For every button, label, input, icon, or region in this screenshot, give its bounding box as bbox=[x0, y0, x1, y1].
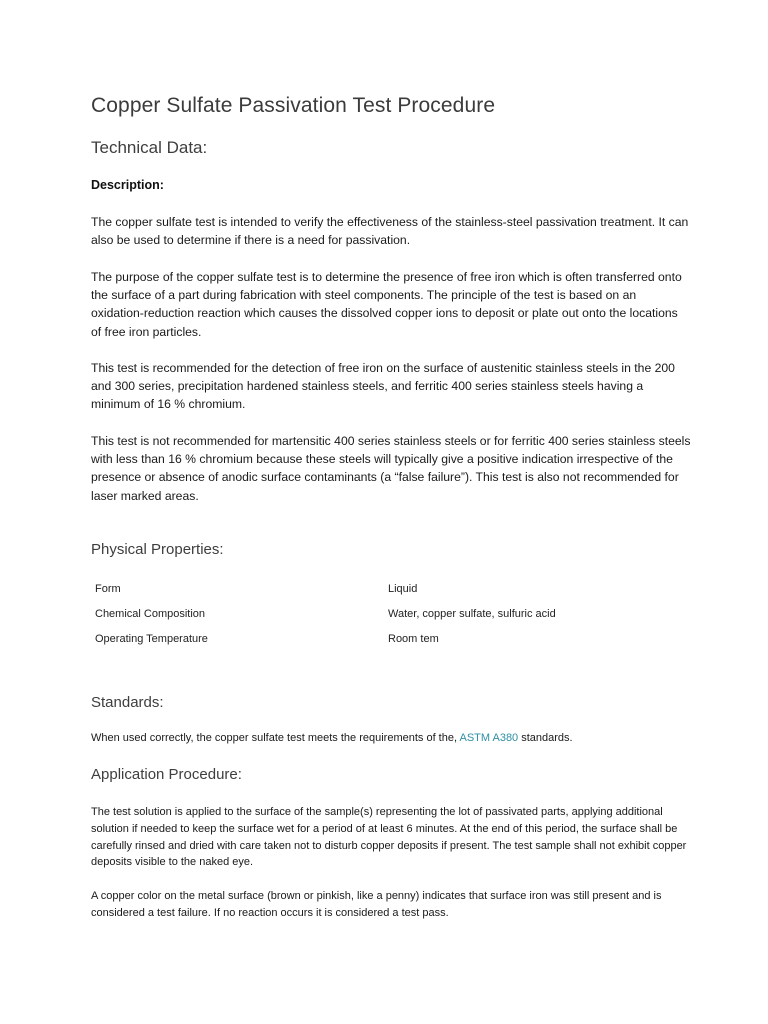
property-value: Liquid bbox=[388, 583, 418, 595]
physical-properties-heading: Physical Properties: bbox=[91, 541, 224, 558]
application-procedure-heading: Application Procedure: bbox=[91, 766, 242, 783]
application-paragraph: A copper color on the metal surface (brown or pinkish, like a penny) indicates that surface iron was still present and is considered a test failure. If no reaction occurs it is considered a test pass. bbox=[91, 890, 662, 919]
description-paragraph: The purpose of the copper sulfate test is to determine the presence of free iron which is often transferred onto the surface of a part during fabrication with steel components. The principle of the test is based on an oxidation-reduction reaction which causes the dissolved copper ions to deposit or plate out onto the locations of free iron particles. bbox=[91, 270, 682, 339]
astm-a380-link[interactable]: ASTM A380 bbox=[459, 732, 519, 744]
physical-properties-table bbox=[95, 583, 655, 658]
property-row bbox=[95, 633, 655, 658]
description-paragraph: This test is not recommended for martensitic 400 series stainless steels or for ferritic 400 series stainless steels with less than 16 % chromium because these steels will typically give a positive indication irrespective of the presence or absence of anodic surface contaminants (a “false failure”). This test is also not recommended for laser marked areas. bbox=[91, 434, 691, 503]
description-paragraph: The copper sulfate test is intended to verify the effectiveness of the stainless-steel passivation treatment. It can also be used to determine if there is a need for passivation. bbox=[91, 215, 689, 248]
standards-text bbox=[91, 730, 691, 747]
property-name: Chemical Composition bbox=[95, 608, 206, 620]
property-name: Form bbox=[95, 583, 121, 595]
application-paragraph: The test solution is applied to the surface of the sample(s) representing the lot of passivated parts, applying additional solution if needed to keep the surface wet for a period of at least 6 minutes. At the end of this period, the surface shall be carefully rinsed and dried with care taken not to disturb copper deposits if present. The test sample shall not exhibit copper deposits visible to the naked eye. bbox=[91, 806, 687, 869]
property-row bbox=[95, 608, 655, 633]
standards-text-after: standards. bbox=[518, 732, 573, 744]
property-name: Operating Temperature bbox=[95, 633, 208, 645]
page-title: Copper Sulfate Passivation Test Procedure bbox=[91, 94, 496, 117]
property-row bbox=[95, 583, 655, 608]
description-label: Description: bbox=[91, 178, 164, 192]
standards-heading: Standards: bbox=[91, 694, 164, 711]
description-paragraph: This test is recommended for the detection of free iron on the surface of austenitic stainless steels in the 200 and 300 series, precipitation hardened stainless steels, and ferritic 400 series stainless steels having a minimum of 16 % chromium. bbox=[91, 361, 675, 412]
technical-data-heading: Technical Data: bbox=[91, 138, 208, 157]
property-value: Room tem bbox=[388, 633, 439, 645]
property-value: Water, copper sulfate, sulfuric acid bbox=[388, 608, 556, 620]
standards-text-before: When used correctly, the copper sulfate test meets the requirements of the, bbox=[91, 732, 460, 744]
